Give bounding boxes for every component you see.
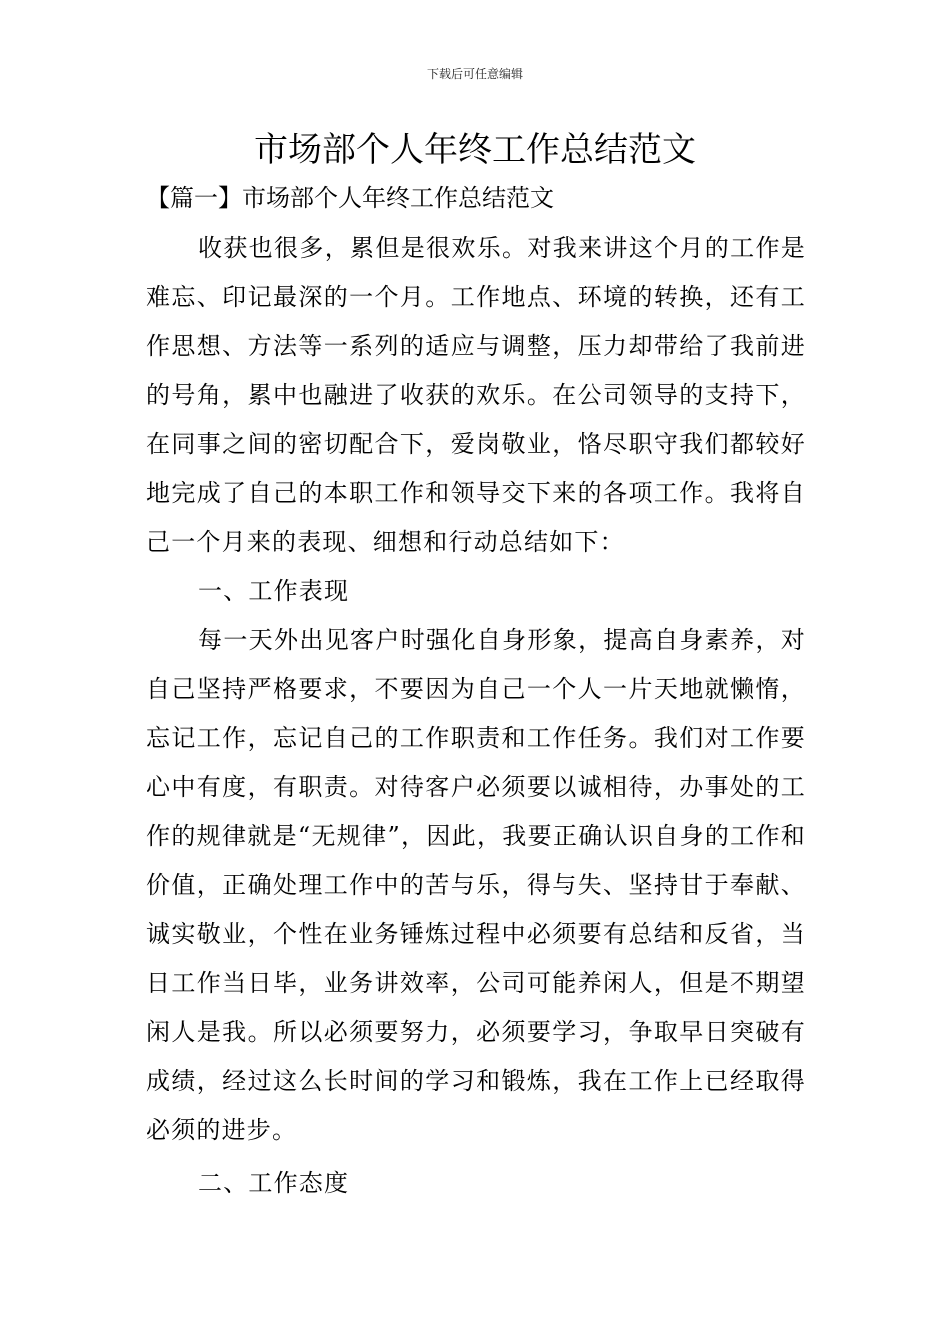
section-heading-work-performance: 一、工作表现: [198, 577, 350, 605]
header-note: 下载后可任意编辑: [426, 67, 523, 81]
document-title: 市场部个人年终工作总结范文: [254, 130, 696, 170]
paragraph-intro: 收获也很多，累但是很欢乐。对我来讲这个月的工作是难忘、印记最深的一个月。工作地点、环境的转换，还有工作思想、方法等一系列的适应与调整，压力却带给了我前进的号角，累中也融进了收获的欢乐。在公司领导的支持下，在同事之间的密切配合下，爱岗敬业，恪尽职守我们都较好地完成了自己的本职工作和领导交下来的各项工作。我将自己一个月来的表现、细想和行动总结如下：: [146, 234, 806, 556]
document-body: [146, 224, 806, 1208]
section-heading-work-attitude: 二、工作态度: [198, 1169, 350, 1197]
paragraph-work-performance: 每一天外出见客户时强化自身形象，提高自身素养，对自己坚持严格要求，不要因为自己一个人一片天地就懒惰，忘记工作，忘记自己的工作职责和工作任务。我们对工作要心中有度，有职责。对待客户必须要以诚相待，办事处的工作的规律就是“无规律”，因此，我要正确认识自身的工作和价值，正确处理工作中的苦与乐，得与失、坚持甘于奉献、诚实敬业，个性在业务锤炼过程中必须要有总结和反省，当日工作当日毕，业务讲效率，公司可能养闲人，但是不期望闲人是我。所以必须要努力，必须要学习，争取早日突破有成绩，经过这么长时间的学习和锻炼，我在工作上已经取得必须的进步。: [146, 626, 806, 1144]
section-subtitle: 【篇一】市场部个人年终工作总结范文: [146, 184, 554, 212]
